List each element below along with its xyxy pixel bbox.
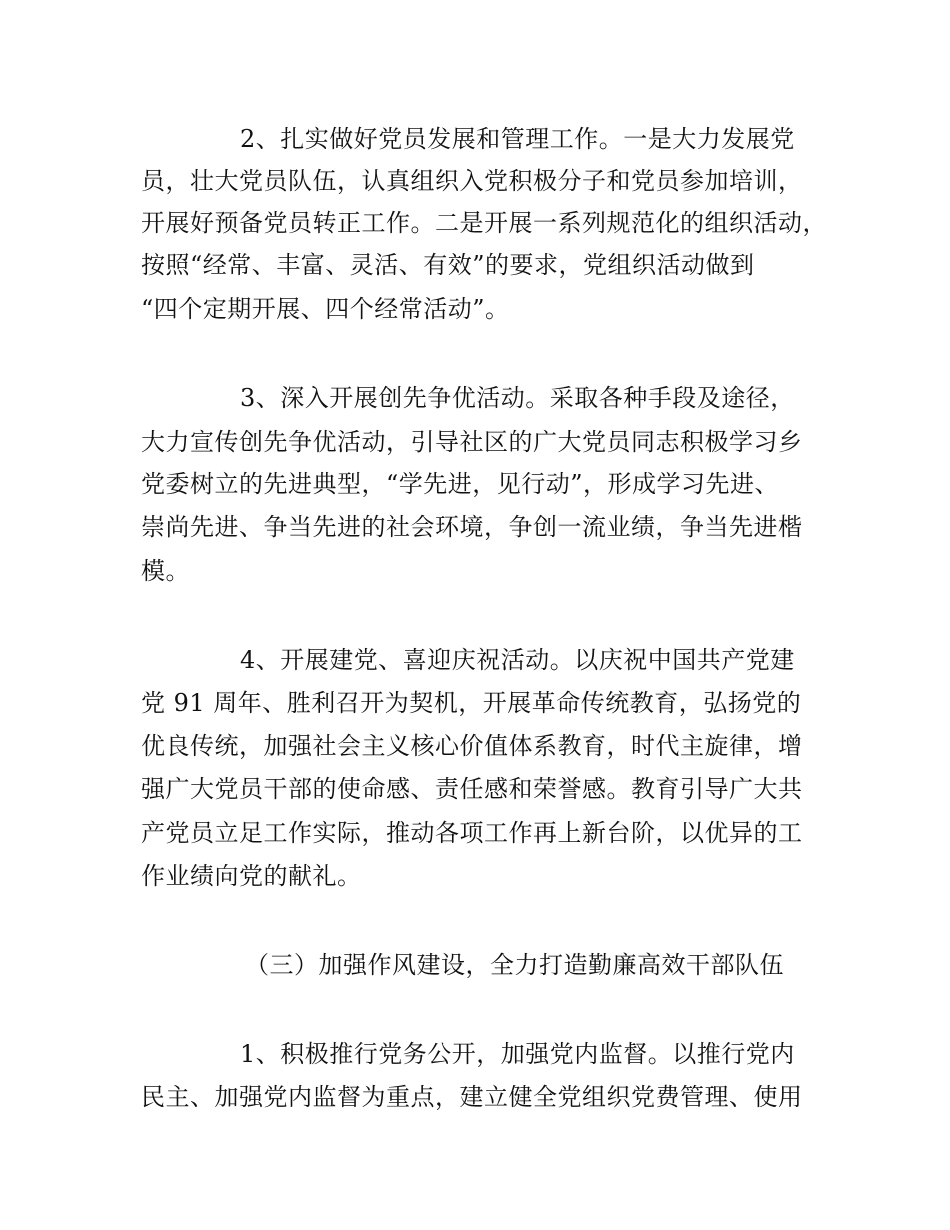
paragraph-3-line-1: 4、开展建党、喜迎庆祝活动。以庆祝中国共产党建	[240, 646, 795, 674]
paragraph-1-line-4: 按照“经常、丰富、灵活、有效”的要求，党组织活动做到	[141, 251, 755, 279]
paragraph-1-line-2: 员，壮大党员队伍，认真组织入党积极分子和党员参加培训，	[141, 167, 803, 195]
paragraph-2-line-1: 3、深入开展创先争优活动。采取各种手段及途径，	[240, 384, 795, 412]
paragraph-4-line-2: 民主、加强党内监督为重点，建立健全党组织党费管理、使用	[141, 1083, 803, 1111]
paragraph-2-line-5: 模。	[141, 557, 190, 585]
paragraph-1-line-5: “四个定期开展、四个经常活动”。	[141, 295, 510, 323]
paragraph-3-line-6: 作业绩向党的献礼。	[141, 862, 362, 890]
paragraph-2-line-4: 崇尚先进、争当先进的社会环境，争创一流业绩，争当先进楷	[141, 513, 803, 541]
paragraph-3-line-2: 党 91 周年、胜利召开为契机，开展革命传统教育，弘扬党的	[141, 689, 802, 717]
paragraph-2-line-2: 大力宣传创先争优活动，引导社区的广大党员同志积极学习乡	[141, 428, 803, 456]
section-heading: （三）加强作风建设，全力打造勤廉高效干部队伍	[245, 951, 784, 979]
paragraph-3-line-3: 优良传统，加强社会主义核心价值体系教育，时代主旋律，增	[141, 732, 803, 760]
paragraph-2-line-3: 党委树立的先进典型，“学先进，见行动”，形成学习先进、	[141, 470, 780, 498]
paragraph-3-line-5: 产党员立足工作实际，推动各项工作再上新台阶，以优异的工	[141, 819, 803, 847]
paragraph-4-line-1: 1、积极推行党务公开，加强党内监督。以推行党内	[240, 1040, 795, 1068]
paragraph-3-line-4: 强广大党员干部的使命感、责任感和荣誉感。教育引导广大共	[141, 775, 803, 803]
paragraph-1-line-3: 开展好预备党员转正工作。二是开展一系列规范化的组织活动，	[141, 209, 827, 237]
paragraph-1-line-1: 2、扎实做好党员发展和管理工作。一是大力发展党	[240, 125, 795, 153]
